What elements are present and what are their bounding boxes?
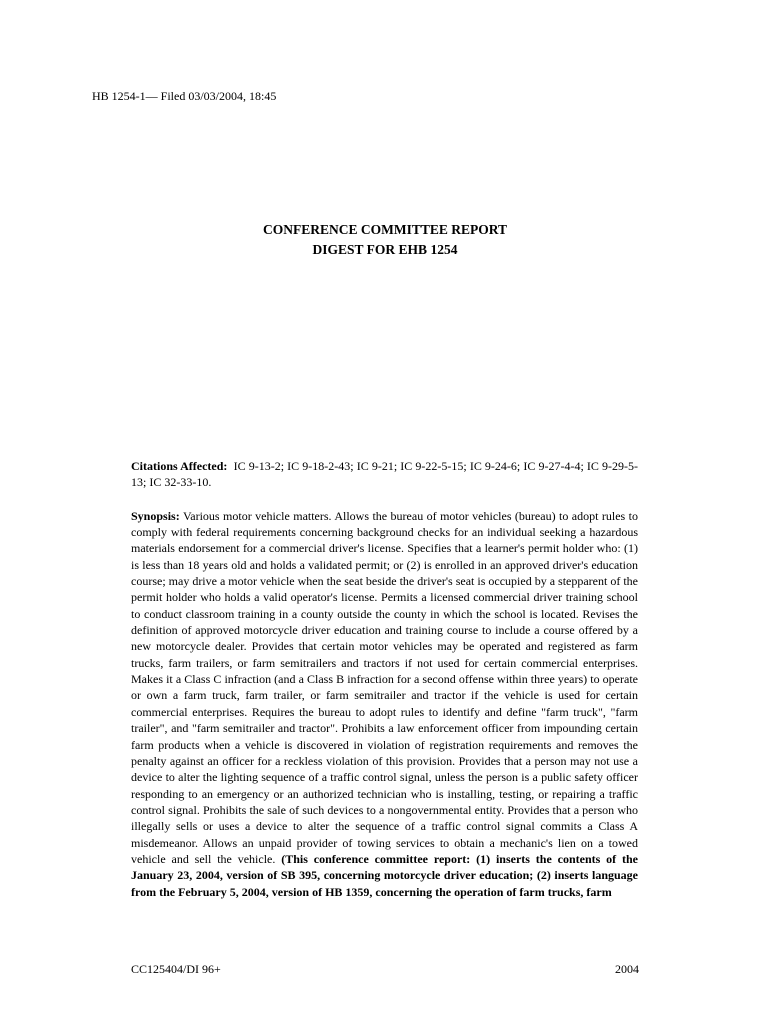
- report-title: [0, 220, 770, 260]
- conference-note: (This conference committee report: (1) inserts the contents of the January 23, 2004, version of SB 395, concerning motorcycle driver education; (2) inserts language from the February 5, 2004, version of HB 1359, concerning the operation of farm trucks, farm: [131, 851, 639, 899]
- digest-content: [131, 458, 638, 900]
- synopsis-paragraph: [131, 508, 638, 900]
- report-title-line-2: DIGEST FOR EHB 1254: [312, 242, 458, 257]
- filing-header: HB 1254-1— Filed 03/03/2004, 18:45: [92, 89, 277, 103]
- document-code: CC125404/DI 96+: [131, 962, 221, 976]
- citations-paragraph: [131, 458, 638, 491]
- citations-text: IC 9-13-2; IC 9-18-2-43; IC 9-21; IC 9-22-5-15; IC 9-24-6; IC 9-27-4-4; IC 9-29-5-13; IC 32-33-10.: [131, 459, 638, 490]
- report-title-line-1: CONFERENCE COMMITTEE REPORT: [262, 222, 508, 237]
- citations-label: Citations Affected:: [131, 459, 228, 473]
- synopsis-label: Synopsis:: [131, 508, 180, 523]
- footer-year: 2004: [615, 962, 639, 976]
- synopsis-text: Various motor vehicle matters. Allows the bureau of motor vehicles (bureau) to adopt rules to comply with federal requirements concerning background checks for an individual seeking a hazardous materials endorsement for a commercial driver's license. Specifies that a learner's permit holder who: (1) is less than 18 years old and holds a validated permit; or (2) is enrolled in an approved driver's education course; may drive a motor vehicle when the seat beside the driver's seat is occupied by a stepparent of the permit holder who holds a valid operator's license. Permits a licensed commercial driver training school to conduct classroom training in a county outside the county in which the school is located. Revises the definition of approved motorcycle driver education and training course to include a course offered by a new motorcycle dealer. Provides that certain motor vehicles may be operated and registered as farm trucks, farm trailers, or farm semitrailers and tractors if not used for certain commercial enterprises. Makes it a Class C infraction (and a Class B infraction for a second offense within three years) to operate or own a farm truck, farm trailer, or farm semitrailer and tractor if the vehicle is used for certain commercial enterprises. Requires the bureau to adopt rules to identify and define "farm truck", "farm trailer", and "farm semitrailer and tractor". Prohibits a law enforcement officer from impounding certain farm products when a vehicle is discovered in violation of registration requirements and removes the penalty against an officer for a reckless violation of this provision. Provides that a person may not use a device to alter the lighting sequence of a traffic control signal, unless the person is a public safety officer responding to an emergency or an authorized technician who is installing, testing, or repairing a traffic control signal. Prohibits the sale of such devices to a nongovernmental entity. Provides that a person who illegally sells or uses a device to alter the sequence of a traffic control signal commits a Class A misdemeanor. Allows an unpaid provider of towing services to obtain a mechanic's lien on a towed vehicle and sell the vehicle.: [131, 508, 638, 866]
